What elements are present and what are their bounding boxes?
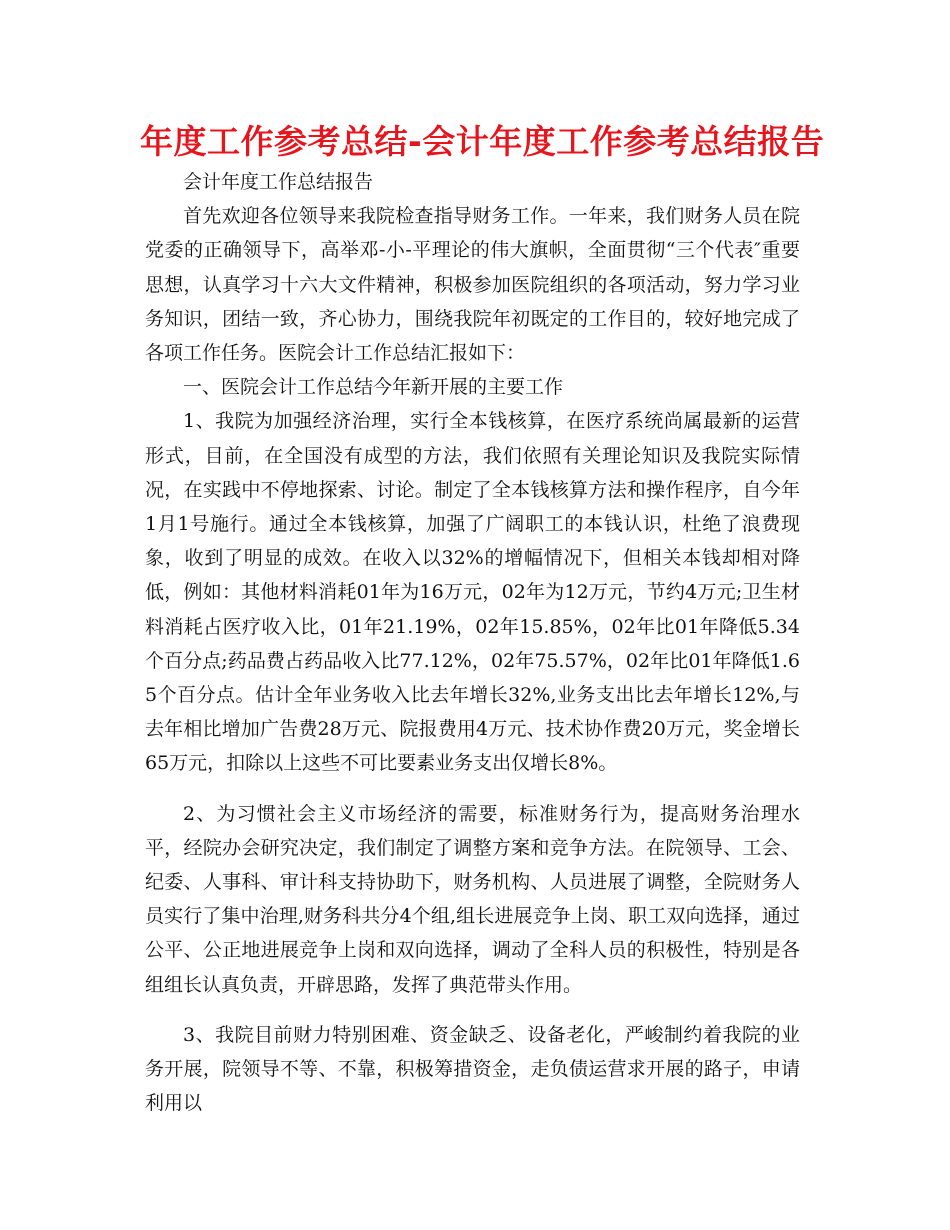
document-title: 年度工作参考总结-会计年度工作参考总结报告 bbox=[140, 122, 825, 161]
section-heading: 一、医院会计工作总结今年新开展的主要工作 bbox=[183, 376, 564, 399]
document-body bbox=[145, 165, 800, 1120]
paragraph-item-1: 1、我院为加强经济治理，实行全本钱核算，在医疗系统尚属最新的运营形式，目前，在全国没有成型的方法，我们依照有关理论知识及我院实际情况，在实践中不停地探索、讨论。制定了全本钱核算方法和操作程序，自今年1月1号施行。通过全本钱核算，加强了广阔职工的本钱认识，杜绝了浪费现象，收到了明显的成效。在收入以32%的增幅情况下，但相关本钱却相对降低，例如：其他材料消耗01年为16万元，02年为12万元，节约4万元;卫生材料消耗占医疗收入比，01年21.19%，02年15.85%，02年比01年降低5.34个百分点;药品费占药品收入比77.12%，02年75.57%，02年比01年降低1.65个百分点。估计全年业务收入比去年增长32%,业务支出比去年增长12%,与去年相比增加广告费28万元、院报费用4万元、技术协作费20万元，奖金增长65万元，扣除以上这些不可比要素业务支出仅增长8%。 bbox=[145, 410, 800, 775]
paragraph-item-2: 2、为习惯社会主义市场经济的需要，标准财务行为，提高财务治理水平，经院办会研究决定，我们制定了调整方案和竞争方法。在院领导、工会、纪委、人事科、审计科支持协助下，财务机构、人员进展了调整，全院财务人员实行了集中治理,财务科共分4个组,组长进展竞争上岗、职工双向选择，通过公平、公正地进展竞争上岗和双向选择，调动了全科人员的积极性，特别是各组组长认真负责，开辟思路，发挥了典范带头作用。 bbox=[145, 802, 800, 996]
paragraph-item-3: 3、我院目前财力特别困难、资金缺乏、设备老化，严峻制约着我院的业务开展，院领导不等、不靠，积极筹措资金，走负债运营求开展的路子，申请利用以 bbox=[145, 1023, 800, 1115]
paragraph-intro: 首先欢迎各位领导来我院检查指导财务工作。一年来，我们财务人员在院党委的正确领导下，高举邓-小-平理论的伟大旗帜，全面贯彻“三个代表″重要思想，认真学习十六大文件精神，积极参加医院组织的各项活动，努力学习业务知识，团结一致，齐心协力，围绕我院年初既定的工作目的，较好地完成了各项工作任务。医院会计工作总结汇报如下： bbox=[145, 205, 800, 365]
document-subtitle: 会计年度工作总结报告 bbox=[183, 171, 374, 193]
